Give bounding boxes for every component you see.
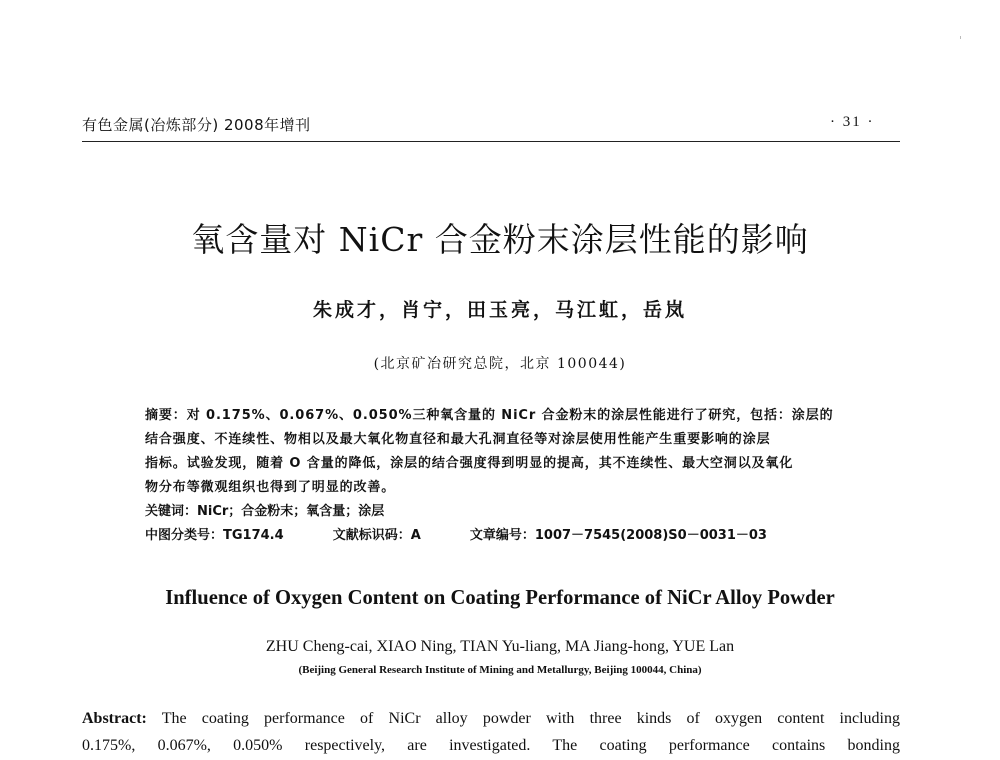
abstract-cn-line: 摘要：对 0.175%、0.067%、0.050%三种氧含量的 NiCr 合金粉末的涂层性能进行了研究，包括：涂层的 [145,408,834,423]
abstract-label: Abstract: [82,710,147,727]
page-number: · 31 · [830,114,875,130]
header-rule [82,141,900,142]
abstract-cn-line: 结合强度、不连续性、物相以及最大氧化物直径和最大孔洞直径等对涂层使用性能产生重要影响的涂层 [145,432,771,447]
abstract-en-line: 0.175%, 0.067%, 0.050% respectively, are investigated. The coating performance contains bonding [82,737,900,754]
running-head-journal: 有色金属(冶炼部分) 2008年增刊 [82,116,311,134]
abstract-cn-line: 指标。试验发现，随着 O 含量的降低，涂层的结合强度得到明显的提高，其不连续性、最大空洞以及氧化 [145,456,794,471]
article-id: 文章编号：1007－7545(2008)S0－0031－03 [469,528,767,543]
abstract-cn-line: 物分布等微观组织也得到了明显的改善。 [145,480,396,495]
affiliation-chinese: (北京矿冶研究总院，北京 100044) [373,356,627,372]
clc-number: 中图分类号：TG174.4 [145,528,284,543]
authors-chinese: 朱成才，肖宁，田玉亮，马江虹，岳岚 [312,299,687,321]
title-chinese: 氧含量对 NiCr 合金粉末涂层性能的影响 [191,220,809,259]
scan-speck [960,36,961,39]
affiliation-english: (Beijing General Research Institute of Mining and Metallurgy, Beijing 100044, China) [298,664,702,676]
abstract-chinese [145,404,845,548]
authors-english: ZHU Cheng-cai, XIAO Ning, TIAN Yu-liang, MA Jiang-hong, YUE Lan [265,638,735,655]
title-english: Influence of Oxygen Content on Coating Performance of NiCr Alloy Powder [165,585,835,609]
keywords: 关键词：NiCr；合金粉末；氧含量；涂层 [145,504,385,519]
abstract-english [82,705,900,759]
classification-row [145,524,845,548]
abstract-en-line [82,705,900,732]
document-code: 文献标识码：A [332,528,421,543]
abstract-en-text: The coating performance of NiCr alloy powder with three kinds of oxygen content including [161,710,900,727]
